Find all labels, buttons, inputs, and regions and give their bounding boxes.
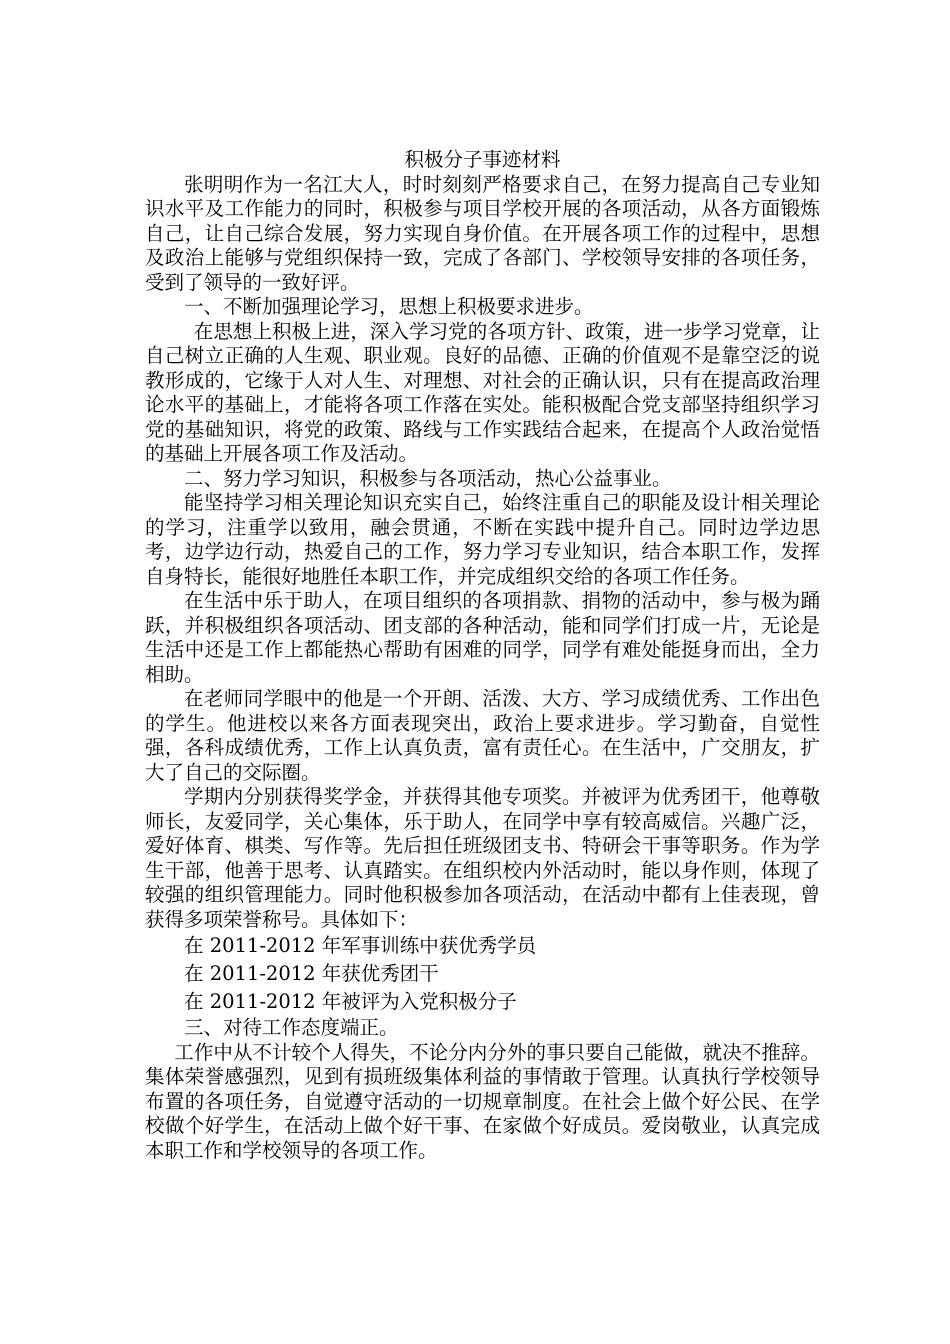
award-item: 在 2011-2012 年获优秀团干 <box>184 962 439 985</box>
section3-heading: 三、对待工作态度端正。 <box>184 1016 399 1039</box>
section2-body-2: 在生活中乐于助人，在项目组织的各项捐款、捐物的活动中，参与极为踊跃，并积极组织各项活动、团支部的各种活动，能和同学们打成一片，无论是生活中还是工作上都能热心帮助有困难的同学，同学有难处能挺身而出，全力相助。 <box>145 589 820 686</box>
section2-body-1: 能坚持学习相关理论知识充实自己，始终注重自己的职能及设计相关理论的学习，注重学以致用，融会贯通，不断在实践中提升自己。同时边学边思考，边学边行动，热爱自己的工作，努力学习专业知识，结合本职工作，发挥自身特长，能很好地胜任本职工作，并完成组织交给的各项工作任务。 <box>145 491 820 588</box>
section3-body: 工作中从不计较个人得失，不论分内分外的事只要自己能做，就决不推辞。集体荣誉感强烈，见到有损班级集体利益的事情敢于管理。认真执行学校领导布置的各项任务，自觉遵守活动的一切规章制度。在社会上做个好公民、在学校做个好学生，在活动上做个好干事、在家做个好成员。爱岗敬业，认真完成本职工作和学校领导的各项工作。 <box>145 1040 820 1162</box>
document-page <box>145 148 820 1163</box>
document-title: 积极分子事迹材料 <box>404 148 561 171</box>
award-item: 在 2011-2012 年被评为入党积极分子 <box>184 990 517 1013</box>
award-list <box>145 932 820 1016</box>
section2-body-4: 学期内分别获得奖学金，并获得其他专项奖。并被评为优秀团干，他尊敬师长，友爱同学，关心集体，乐于助人，在同学中享有较高威信。兴趣广泛，爱好体育、棋类、写作等。先后担任班级团支书、特研会干事等职务。作为学生干部，他善于思考、认真踏实。在组织校内外活动时，能以身作则，体现了较强的组织管理能力。同时他积极参加各项活动，在活动中都有上佳表现，曾获得多项荣誉称号。具体如下： <box>145 785 820 931</box>
section2-heading: 二、努力学习知识，积极参与各项活动，热心公益事业。 <box>184 466 672 490</box>
award-item: 在 2011-2012 年军事训练中获优秀学员 <box>184 934 537 957</box>
intro-paragraph: 张明明作为一名江大人，时时刻刻严格要求自己，在努力提高自己专业知识水平及工作能力的同时，积极参与项目学校开展的各项活动，从各方面锻炼自己，让自己综合发展，努力实现自身价值。在开展各项工作的过程中，思想及政治上能够与党组织保持一致，完成了各部门、学校领导安排的各项任务，受到了领导的一致好评。 <box>145 172 820 294</box>
section2-body-3: 在老师同学眼中的他是一个开朗、活泼、大方、学习成绩优秀、工作出色的学生。他进校以来各方面表现突出，政治上要求进步。学习勤奋，自觉性强，各科成绩优秀，工作上认真负责，富有责任心。在生活中，广交朋友，扩大了自己的交际圈。 <box>145 687 820 784</box>
section1-body: 在思想上积极上进，深入学习党的各项方针、政策，进一步学习党章，让自己树立正确的人生观、职业观。良好的品德、正确的价值观不是靠空泛的说教形成的，它缘于人对人生、对理想、对社会的正确认识，只有在提高政治理论水平的基础上，才能将各项工作落在实处。能积极配合党支部坚持组织学习党的基础知识，将党的政策、路线与工作实践结合起来，在提高个人政治觉悟的基础上开展各项工作及活动。 <box>145 319 820 465</box>
section1-heading: 一、不断加强理论学习，思想上积极要求进步。 <box>184 295 594 318</box>
